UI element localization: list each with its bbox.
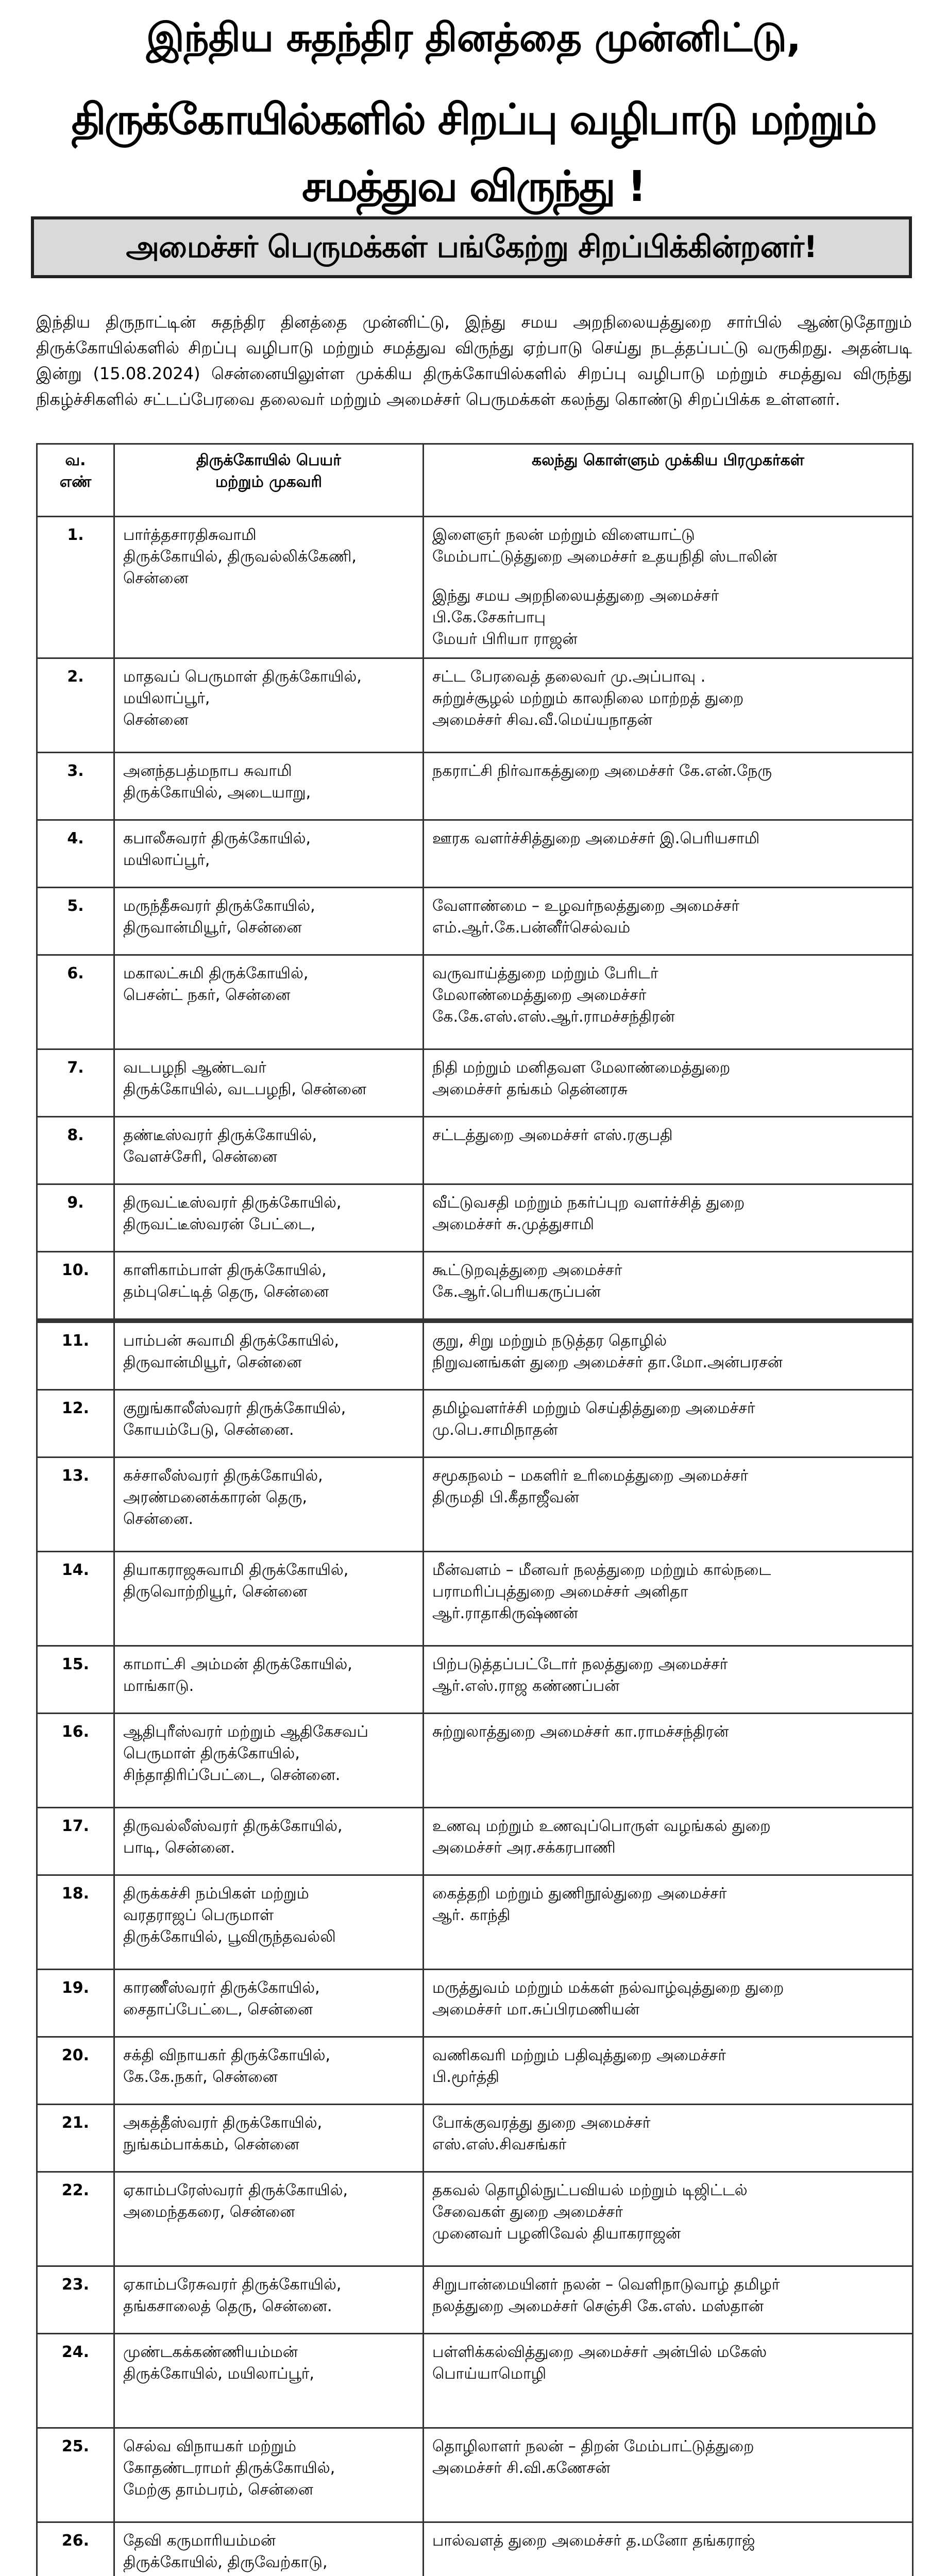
temple-line: பாடி, சென்னை. [123,1839,235,1857]
table-row [37,1252,913,1321]
serial-number: 20. [37,2037,114,2105]
temple-line: பாம்பன் சுவாமி திருக்கோயில், [123,1332,340,1350]
dignitary-line: நலத்துறை அமைச்சர் செஞ்சி கே.எஸ். மஸ்தான் [432,2297,764,2315]
temple-name-address [114,2105,424,2172]
temple-line: மாதவப் பெருமாள் திருக்கோயில், [123,668,362,686]
temple-line: திருக்கோயில், திருவேற்காடு, [123,2553,328,2571]
dignitary-line: முனைவர் பழனிவேல் தியாகராஜன் [432,2225,681,2243]
dignitary-line: கே.ஆர்.பெரியகருப்பன் [432,1283,601,1301]
dignitary-line: சேவைகள் துறை அமைச்சர் [432,2203,623,2221]
dignitary-line: அமைச்சர் தங்கம் தென்னரசு [432,1080,628,1098]
intro-paragraph: இந்திய திருநாட்டின் சுதந்திர தினத்தை முன்னிட்டு, இந்து சமய அறநிலையத்துறை சார்பில் ஆண்டுதோறும் திருக்கோயில்களில் சிறப்பு வழிபாடு மற்றும் சமத்துவ விருந்து ஏற்பாடு செய்து நடத்தப்பட்டு வருகிறது. அதன்படி இன்று (15.08.2024) சென்னையிலுள்ள முக்கிய திருக்கோயில்களில் சிறப்பு வழிபாடு மற்றும் சமத்துவ விருந்து நிகழ்ச்சிகளில் சட்டப்பேரவை தலைவர் மற்றும் அமைச்சர் பெருமக்கள் கலந்து கொண்டு சிறப்பிக்க உள்ளனர். [36,312,912,409]
temple-line: தேவி கருமாரியம்மன் [123,2532,276,2550]
temple-line: குறுங்காலீஸ்வரர் திருக்கோயில், [123,1399,346,1417]
dignitary-line: கைத்தறி மற்றும் துணிநூல்துறை அமைச்சர் [432,1885,727,1903]
table-row [37,1458,913,1552]
temple-line: அரண்மனைக்காரன் தெரு, [123,1488,308,1506]
serial-number: 19. [37,1970,114,2037]
temple-name-address [114,1646,424,1714]
temple-line: திருக்கோயில், திருவல்லிக்கேணி, [123,548,357,566]
temple-line: திருவட்டீஸ்வரன் பேட்டை, [123,1215,316,1233]
dignitaries [424,2037,913,2105]
temple-line: திருக்கோயில், பூவிருந்தவல்லி [123,1928,336,1946]
dignitary-line: திருமதி பி.கீதாஜீவன் [432,1488,579,1506]
temple-name-address [114,1808,424,1875]
dignitary-line: அமைச்சர் அர.சக்கரபாணி [432,1839,616,1857]
temple-line: சென்னை [123,569,189,587]
header-dignitaries: கலந்து கொள்ளும் முக்கிய பிரமுகர்கள் [424,444,913,517]
dignitary-line: அமைச்சர் மா.சுப்பிரமணியன் [432,2001,639,2019]
serial-number: 12. [37,1390,114,1458]
dignitary-line: தகவல் தொழில்நுட்பவியல் மற்றும் டிஜிட்டல் [432,2181,748,2199]
serial-number: 15. [37,1646,114,1714]
dignitary-line: வீட்டுவசதி மற்றும் நகர்ப்புற வளர்ச்சித் துறை [432,1194,745,1212]
table-row [37,820,913,888]
temple-line: ஏகாம்பரேசுவரர் திருக்கோயில், [123,2276,342,2294]
serial-number: 26. [37,2522,114,2576]
serial-number: 6. [37,955,114,1049]
temple-line: பார்த்தசாரதிசுவாமி [123,526,257,544]
dignitary-line: ஆர்.எஸ்.ராஜ கண்ணப்பன் [432,1677,620,1695]
dignitary-line: சட்டத்துறை அமைச்சர் எஸ்.ரகுபதி [432,1126,673,1144]
temple-line: மகாலட்சுமி திருக்கோயில், [123,964,309,982]
dignitaries [424,1646,913,1714]
dignitaries [424,888,913,955]
serial-number: 16. [37,1714,114,1808]
temple-line: கோதண்டராமர் திருக்கோயில், [123,2459,335,2477]
dignitary-line: மேலாண்மைத்துறை அமைச்சர் [432,986,647,1004]
table-body [37,517,913,2576]
serial-number: 7. [37,1049,114,1117]
dignitary-line: பால்வளத் துறை அமைச்சர் த.மனோ தங்கராஜ் [432,2532,755,2550]
temple-name-address [114,1321,424,1390]
temple-line: கோயம்பேடு, சென்னை. [123,1421,294,1439]
serial-number: 14. [37,1552,114,1646]
dignitaries [424,2428,913,2522]
headline-main: திருக்கோயில்களில் சிறப்பு வழிபாடு மற்றும் சமத்துவ விருந்து ! [71,95,876,211]
dignitaries [424,1875,913,1970]
temple-name-address [114,955,424,1049]
dignitaries [424,658,913,753]
temple-line: மயிலாப்பூர், [123,689,210,707]
temple-line: ஏகாம்பரேஸ்வரர் திருக்கோயில், [123,2181,348,2199]
temple-line: சிந்தாதிரிப்பேட்டை, சென்னை. [123,1766,341,1784]
serial-number: 4. [37,820,114,888]
temple-name-address [114,2172,424,2266]
temple-name-address [114,1184,424,1252]
dignitary-line: அமைச்சர் சி.வி.கணேசன் [432,2459,611,2477]
dignitaries [424,2334,913,2428]
serial-number: 22. [37,2172,114,2266]
dignitary-line: சுற்றுலாத்துறை அமைச்சர் கா.ராமச்சந்திரன் [432,1723,729,1741]
temple-line: திருக்கோயில், அடையாறு, [123,784,311,802]
dignitary-line: பள்ளிக்கல்வித்துறை அமைச்சர் அன்பில் மகேஸ் [432,2343,767,2361]
dignitaries [424,1184,913,1252]
dignitaries [424,2172,913,2266]
temple-name-address [114,1117,424,1184]
temple-line: காளிகாம்பாள் திருக்கோயில், [123,1261,327,1279]
dignitary-line: தொழிலாளர் நலன் – திறன் மேம்பாட்டுத்துறை [432,2437,754,2455]
temple-line: தங்கசாலைத் தெரு, சென்னை. [123,2297,332,2315]
table-row [37,2522,913,2576]
dignitary-line: ஊரக வளர்ச்சித்துறை அமைச்சர் இ.பெரியசாமி [432,829,760,848]
temple-line: திருக்கோயில், வடபழநி, சென்னை [123,1080,367,1098]
table-row [37,2266,913,2334]
temple-line: ஆதிபுரீஸ்வரர் மற்றும் ஆதிகேசவப் [123,1723,368,1741]
temple-line: கபாலீசுவரர் திருக்கோயில், [123,829,311,848]
temple-line: பெருமாள் திருக்கோயில், [123,1744,300,1762]
table-row [37,1117,913,1184]
temple-name-address [114,753,424,820]
temple-line: அகத்தீஸ்வரர் திருக்கோயில், [123,2114,323,2132]
temple-line: சென்னை. [123,1510,194,1528]
serial-number: 17. [37,1808,114,1875]
temple-line: மருந்தீசுவரர் திருக்கோயில், [123,897,315,915]
dignitaries [424,1552,913,1646]
dignitary-line: உணவு மற்றும் உணவுப்பொருள் வழங்கல் துறை [432,1817,771,1835]
temple-name-address [114,1252,424,1321]
temple-name-address [114,1552,424,1646]
dignitary-line: வேளாண்மை – உழவர்நலத்துறை அமைச்சர் [432,897,740,915]
serial-number: 25. [37,2428,114,2522]
serial-number: 21. [37,2105,114,2172]
dignitaries [424,1970,913,2037]
dignitaries [424,517,913,658]
dignitary-line: சிறுபான்மையினர் நலன் – வெளிநாடுவாழ் தமிழர் [432,2276,780,2294]
dignitaries [424,1117,913,1184]
table-row [37,888,913,955]
table-row [37,1184,913,1252]
dignitaries [424,1458,913,1552]
dignitaries [424,820,913,888]
table-row [37,1875,913,1970]
temple-name-address [114,1458,424,1552]
header-serial-number: வ. எண் [37,444,114,517]
dignitary-line: பி.மூர்த்தி [432,2068,499,2086]
dignitary-line: ஆர்.ராதாகிருஷ்ணன் [432,1604,578,1622]
dignitaries [424,1252,913,1321]
dignitary-line: வணிகவரி மற்றும் பதிவுத்துறை அமைச்சர் [432,2046,726,2064]
temple-line: வரதராஜப் பெருமாள் [123,1906,274,1924]
temple-line: திருக்கச்சி நம்பிகள் மற்றும் [123,1885,309,1903]
temple-line: நுங்கம்பாக்கம், சென்னை [123,2136,299,2154]
dignitary-line: பி.கே.சேகர்பாபு [432,608,546,626]
table-row [37,2037,913,2105]
dignitary-line: மு.பெ.சாமிநாதன் [432,1421,558,1439]
table-row [37,1646,913,1714]
spacer [432,568,904,585]
dignitary-line: கூட்டுறவுத்துறை அமைச்சர் [432,1261,622,1279]
temple-line: சென்னை [123,711,189,729]
table-row [37,1321,913,1390]
serial-number: 5. [37,888,114,955]
temple-line: செல்வ விநாயகர் மற்றும் [123,2437,297,2455]
temple-line: அமைந்தகரை, சென்னை [123,2203,295,2221]
temple-line: மயிலாப்பூர், [123,851,210,869]
temple-line: தியாகராஜசுவாமி திருக்கோயில், [123,1561,349,1579]
table-row [37,2105,913,2172]
temple-name-address [114,2266,424,2334]
dignitaries [424,1808,913,1875]
serial-number: 8. [37,1117,114,1184]
temple-line: திருவான்மியூர், சென்னை [123,919,302,937]
temple-line: தம்புசெட்டித் தெரு, சென்னை [123,1283,329,1301]
temple-line: தண்டீஸ்வரர் திருக்கோயில், [123,1126,317,1144]
dignitary-line: இளைஞர் நலன் மற்றும் விளையாட்டு [432,526,695,544]
dignitary-line: பொய்யாமொழி [432,2365,547,2383]
temple-line: வடபழநி ஆண்டவர் [123,1059,266,1077]
dignitary-line: அமைச்சர் சிவ.வீ.மெய்யநாதன் [432,711,652,729]
header-temple-name-address: திருக்கோயில் பெயர் மற்றும் முகவரி [114,444,424,517]
dignitaries [424,955,913,1049]
dignitary-line: மருத்துவம் மற்றும் மக்கள் நல்வாழ்வுத்துறை துறை [432,1979,784,1997]
temple-line: கச்சாலீஸ்வரர் திருக்கோயில், [123,1467,323,1485]
temple-line: அனந்தபத்மநாப சுவாமி [123,762,292,780]
temple-name-address [114,1714,424,1808]
dignitaries [424,2266,913,2334]
temple-line: சைதாப்பேட்டை, சென்னை [123,2001,313,2019]
temple-name-address [114,820,424,888]
dignitary-line: இந்து சமய அறநிலையத்துறை அமைச்சர் [432,587,719,605]
temple-name-address [114,2428,424,2522]
dignitary-line: மீன்வளம் – மீனவர் நலத்துறை மற்றும் கால்நடை [432,1561,771,1579]
dignitary-line: அமைச்சர் சு.முத்துசாமி [432,1215,595,1233]
temple-line: வேளச்சேரி, சென்னை [123,1148,277,1166]
temple-line: மாங்காடு. [123,1677,194,1695]
temple-name-address [114,2334,424,2428]
dignitary-line: நிதி மற்றும் மனிதவள மேலாண்மைத்துறை [432,1059,731,1077]
temple-line: திருக்கோயில், மயிலாப்பூர், [123,2365,314,2383]
dignitaries [424,1714,913,1808]
temple-name-address [114,517,424,658]
temple-line: திருவான்மியூர், சென்னை [123,1353,302,1371]
temple-name-address [114,2522,424,2576]
table-row [37,2428,913,2522]
dignitary-line: குறு, சிறு மற்றும் நடுத்தர தொழில் [432,1332,667,1350]
serial-number: 23. [37,2266,114,2334]
dignitaries [424,1390,913,1458]
dignitaries [424,1321,913,1390]
dignitaries [424,753,913,820]
dignitary-line: போக்குவரத்து துறை அமைச்சர் [432,2114,651,2132]
temple-name-address [114,658,424,753]
temple-name-address [114,888,424,955]
temple-line: கே.கே.நகர், சென்னை [123,2068,278,2086]
table-row [37,517,913,658]
temple-line: திருவொற்றியூர், சென்னை [123,1583,308,1601]
dignitary-line: சட்ட பேரவைத் தலைவர் மு.அப்பாவு . [432,668,706,686]
temple-name-address [114,1970,424,2037]
serial-number: 13. [37,1458,114,1552]
dignitary-line: மேயர் பிரியா ராஜன் [432,630,578,648]
table-row [37,2334,913,2428]
dignitary-line: மேம்பாட்டுத்துறை அமைச்சர் உதயநிதி ஸ்டாலின் [432,548,777,566]
dignitary-line: பராமரிப்புத்துறை அமைச்சர் அனிதா [432,1583,688,1601]
dignitary-line: தமிழ்வளர்ச்சி மற்றும் செய்தித்துறை அமைச்சர் [432,1399,755,1417]
temple-line: மேற்கு தாம்பரம், சென்னை [123,2481,313,2499]
dignitary-line: வருவாய்த்துறை மற்றும் பேரிடர் [432,964,658,982]
table-row [37,1714,913,1808]
serial-number: 18. [37,1875,114,1970]
temple-line: சக்தி விநாயகர் திருக்கோயில், [123,2046,331,2064]
table-row [37,753,913,820]
serial-number: 11. [37,1321,114,1390]
temple-name-address [114,2037,424,2105]
table-row [37,955,913,1049]
dignitary-line: பிற்படுத்தப்பட்டோர் நலத்துறை அமைச்சர் [432,1655,728,1673]
serial-number: 9. [37,1184,114,1252]
temple-name-address [114,1390,424,1458]
temple-line: காரணீஸ்வரர் திருக்கோயில், [123,1979,320,1997]
table-row [37,1808,913,1875]
dignitary-line: நகராட்சி நிர்வாகத்துறை அமைச்சர் கே.என்.நேரு [432,762,772,780]
table-row [37,1970,913,2037]
dignitaries [424,2105,913,2172]
dignitary-line: நிறுவனங்கள் துறை அமைச்சர் தா.மோ.அன்பரசன் [432,1353,783,1371]
dignitary-line: எஸ்.எஸ்.சிவசங்கர் [432,2136,567,2154]
temple-line: முண்டகக்கண்ணியம்மன் [123,2343,298,2361]
dignitaries [424,1049,913,1117]
temples-table [36,443,914,2576]
temple-line: திருவட்டீஸ்வரர் திருக்கோயில், [123,1194,342,1212]
temple-line: காமாட்சி அம்மன் திருக்கோயில், [123,1655,352,1673]
table-row [37,658,913,753]
table-row [37,2172,913,2266]
serial-number: 2. [37,658,114,753]
temple-name-address [114,1875,424,1970]
table-row [37,1390,913,1458]
table-row [37,1552,913,1646]
dignitary-line: சமூகநலம் – மகளிர் உரிமைத்துறை அமைச்சர் [432,1467,749,1485]
dignitary-line: கே.கே.எஸ்.எஸ்.ஆர்.ராமச்சந்திரன் [432,1008,675,1026]
dignitaries [424,2522,913,2576]
temple-line: திருவல்லீஸ்வரர் திருக்கோயில், [123,1817,343,1835]
table-header-row [37,444,913,517]
ministers-banner: அமைச்சர் பெருமக்கள் பங்கேற்று சிறப்பிக்கின்றனர்! [31,216,912,278]
headline-occasion: இந்திய சுதந்திர தினத்தை முன்னிட்டு, [146,14,801,60]
serial-number: 3. [37,753,114,820]
table-row [37,1049,913,1117]
dignitary-line: சுற்றுச்சூழல் மற்றும் காலநிலை மாற்றத் துறை [432,689,744,707]
temple-line: பெசன்ட் நகர், சென்னை [123,986,291,1004]
serial-number: 1. [37,517,114,658]
serial-number: 10. [37,1252,114,1321]
dignitary-line: எம்.ஆர்.கே.பன்னீர்செல்வம் [432,919,631,937]
temple-name-address [114,1049,424,1117]
dignitary-line: ஆர். காந்தி [432,1906,511,1924]
serial-number: 24. [37,2334,114,2428]
